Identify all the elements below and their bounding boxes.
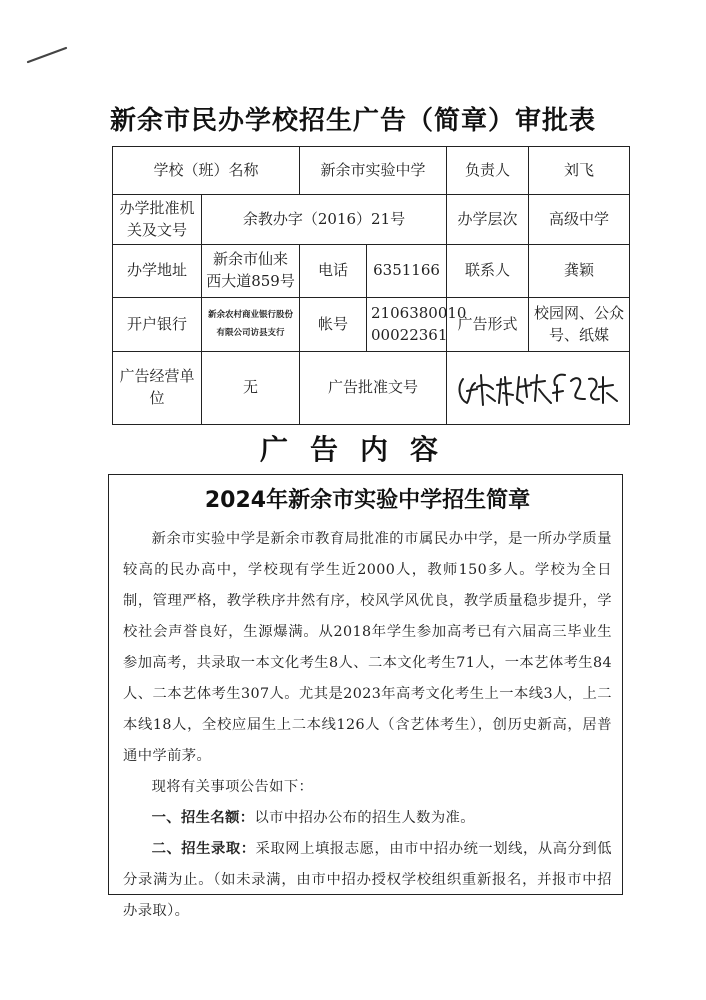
ad-form-value: 校园网、公众号、纸媒	[529, 298, 630, 352]
principal-label: 负责人	[447, 147, 529, 195]
item1-text: 以市中招办公布的招生人数为准。	[254, 810, 475, 826]
brochure-notice: 现将有关事项公告如下：	[151, 779, 314, 795]
ad-operator-label: 广告经营单位	[113, 352, 202, 425]
table-row	[113, 298, 630, 352]
address-label: 办学地址	[113, 245, 202, 298]
brochure-title: 2024年新余市实验中学招生简章	[204, 488, 531, 513]
approval-org-label: 办学批准机关及文号	[113, 195, 202, 245]
item2-label: 二、招生录取：	[151, 841, 256, 857]
school-name-value: 新余市实验中学	[300, 147, 447, 195]
section-title: 广告内容	[259, 433, 460, 466]
phone-label: 电话	[300, 245, 367, 298]
school-name-label: 学校（班）名称	[113, 147, 300, 195]
bank-value-line1: 新余农村商业银行股份	[208, 309, 294, 320]
ad-approval-label: 广告批准文号	[300, 352, 447, 425]
ad-form-label: 广告形式	[447, 298, 529, 352]
table-row	[113, 195, 630, 245]
handwritten-approval-number	[447, 352, 630, 425]
brochure-box	[108, 474, 623, 919]
account-label: 帐号	[300, 298, 367, 352]
level-value: 高级中学	[529, 195, 630, 245]
bank-value	[202, 298, 300, 352]
principal-value: 刘飞	[529, 147, 630, 195]
contact-label: 联系人	[447, 245, 529, 298]
brochure-intro: 新余市实验中学是新余市教育局批准的市属民办中学，是一所办学质量较高的民办高中，学校现有学生近2000人，教师150多人。学校为全日制，管理严格，教学秩序井然有序，校风学风优良，教学质量稳步提升，学校社会声誉良好，生源爆满。从2018年学生参加高考已有六届高三毕业生参加高考，共录取一本文化考生8人、二本文化考生71人，一本艺体考生84人、二本艺体考生307人。尤其是2023年高考文化考生上一本线3人，上二本线18人，全校应届生上二本线126人（含艺体考生），创历史新高，居普通中学前茅。	[123, 531, 612, 764]
contact-value: 龚颖	[529, 245, 630, 298]
pen-stroke-mark	[26, 44, 70, 66]
phone-value: 6351166	[367, 245, 447, 298]
item1-label: 一、招生名额：	[151, 810, 255, 826]
item2-text: 采取网上填报志愿，由市中招办统一划线，从高分到低分录满为止。（如未录满，由市中招办授权学校组织重新报名，并报市中招办录取）。	[123, 841, 612, 919]
level-label: 办学层次	[447, 195, 529, 245]
ad-operator-value: 无	[202, 352, 300, 425]
brochure-item-2	[123, 834, 612, 927]
handwritten-signature	[453, 365, 623, 411]
address-value: 新余市仙来西大道859号	[202, 245, 300, 298]
bank-label: 开户银行	[113, 298, 202, 352]
table-row	[113, 147, 630, 195]
account-value: 2106380010 00022361	[367, 298, 447, 352]
approval-org-value: 余教办字（2016）21号	[202, 195, 447, 245]
brochure-item-1	[123, 803, 612, 834]
table-row	[113, 245, 630, 298]
document-title: 新余市民办学校招生广告（简章）审批表	[109, 106, 596, 136]
bank-value-line2: 有限公司访县支行	[216, 327, 285, 338]
table-row	[113, 352, 630, 425]
approval-table	[112, 146, 630, 425]
